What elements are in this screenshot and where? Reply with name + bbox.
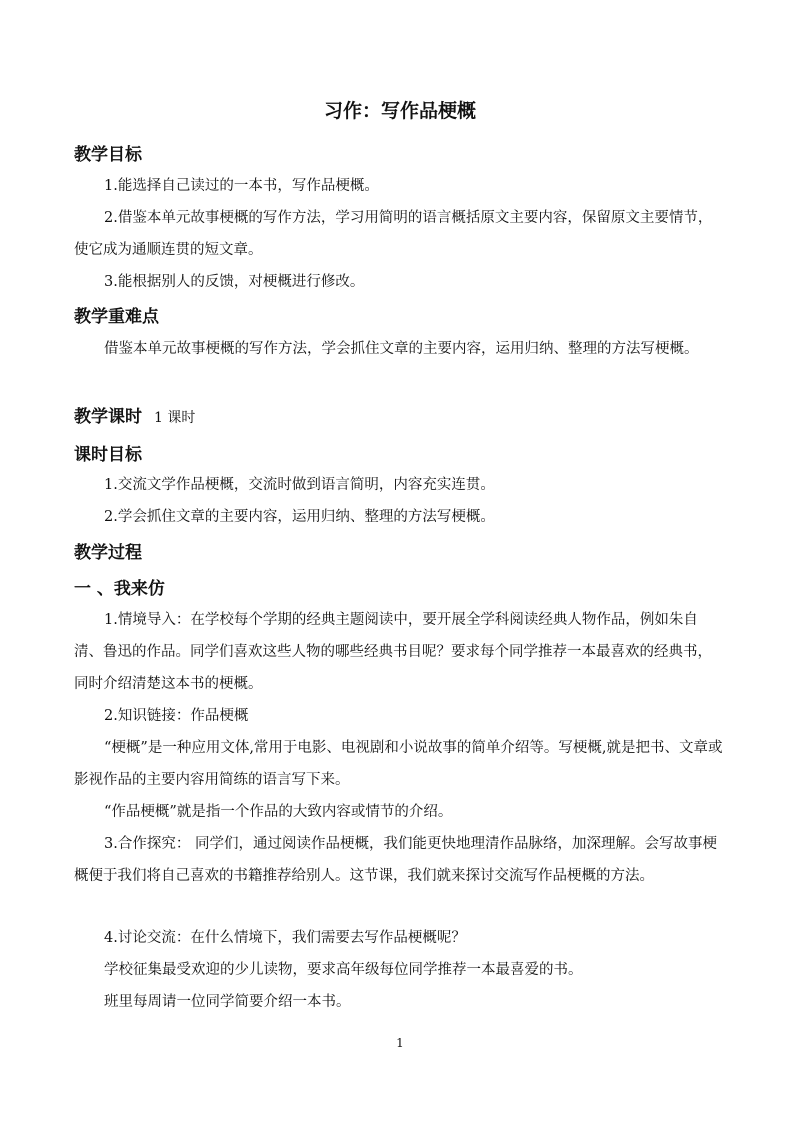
goal-item: 1.能选择自己读过的一本书，写作品梗概。 [104,178,379,194]
process-paragraph: 1.情境导入：在学校每个学期的经典主题阅读中，要开展全学科阅读经典人物作品，例如朱自清、鲁迅的作品。同学们喜欢这些人物的哪些经典书目呢？要求每个同学推荐一本最喜欢的经典书，同时介绍清楚这本书的梗概。 [74,612,712,692]
document-title: 习作：写作品梗概 [323,100,476,122]
process-paragraph: 学校征集最受欢迎的少儿读物，要求高年级每位同学推荐一本最喜爱的书。 [104,962,583,978]
heading-lesson-goals: 课时目标 [74,445,142,465]
key-points-text: 借鉴本单元故事梗概的写作方法，学会抓住文章的主要内容，运用归纳、整理的方法写梗概。 [104,341,699,357]
lesson-goal-item: 2.学会抓住文章的主要内容，运用归纳、整理的方法写梗概。 [104,509,495,525]
process-paragraph: 4.讨论交流：在什么情境下，我们需要去写作品梗概呢？ [104,930,466,946]
heading-class-hours [74,402,195,427]
goal-item: 2.借鉴本单元故事梗概的写作方法，学习用简明的语言概括原文主要内容，保留原文主要情节，使它成为通顺连贯的短文章。 [74,210,713,258]
process-paragraph: 2.知识链接：作品梗概 [104,708,249,724]
heading-teaching-process: 教学过程 [74,543,142,563]
heading-key-points: 教学重难点 [74,307,159,327]
page-number: 1 [396,1036,404,1050]
process-paragraph: 班里每周请一位同学简要介绍一本书。 [104,994,351,1010]
process-paragraph: 3.合作探究： 同学们，通过阅读作品梗概，我们能更快地理清作品脉络，加深理解。会写故事梗概便于我们将自己喜欢的书籍推荐给别人。这节课，我们就来探讨交流写作品梗概的方法。 [74,836,717,884]
process-paragraph: “作品梗概”就是指一个作品的大致内容或情节的介绍。 [104,804,453,820]
class-hours-value: 1 课时 [154,410,196,426]
heading-teaching-goals: 教学目标 [74,145,142,165]
goal-item: 3.能根据别人的反馈，对梗概进行修改。 [104,274,365,290]
process-paragraph: “梗概”是一种应用文体,常用于电影、电视剧和小说故事的简单介绍等。写梗概,就是把书、文章或影视作品的主要内容用简练的语言写下来。 [74,740,723,788]
heading-part-one: 一 、我来仿 [74,579,165,599]
lesson-goal-item: 1.交流文学作品梗概，交流时做到语言简明，内容充实连贯。 [104,477,495,493]
class-hours-label: 教学课时 [74,407,142,427]
